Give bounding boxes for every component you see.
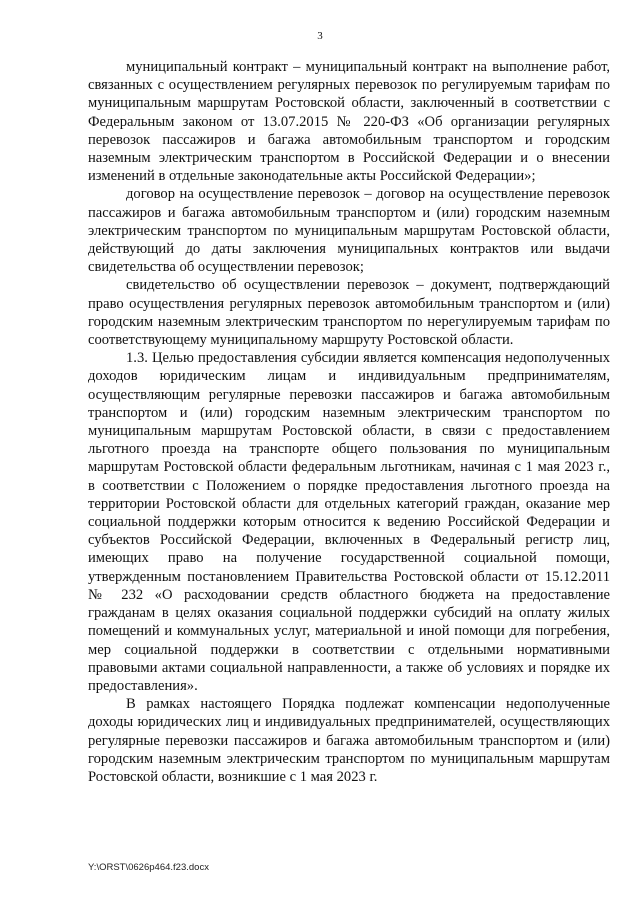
page-number: 3: [317, 30, 323, 42]
footer-file-path: Y:\ORST\0626p464.f23.docx: [88, 862, 209, 873]
paragraph-transport-certificate: свидетельство об осуществлении перевозок – документ, подтверждающий право осуществления регулярных перевозок автомобильным транспортом и (или) городским наземным электрическим транспортом по нерегулируемым тарифам по соответствующему муниципальному маршруту Ростовской области.: [88, 277, 610, 349]
paragraph-transport-agreement: договор на осуществление перевозок – договор на осуществление перевозок пассажиров и багажа автомобильным транспортом и (или) городским наземным электрическим транспортом по муниципальным маршрутам Ростовской области, действующий до даты заключения муниципальных контрактов или выдачи свидетельства об осуществлении перевозок;: [88, 186, 610, 276]
paragraph-compensation-scope: В рамках настоящего Порядка подлежат компенсации недополученные доходы юридических лиц и индивидуальных предпринимателей, осуществляющих регулярные перевозки пассажиров и багажа автомобильным транспортом и (или) городским наземным электрическим транспортом по муниципальным маршрутам Ростовской области, возникшие с 1 мая 2023 г.: [88, 696, 610, 785]
document-body: [88, 58, 610, 786]
paragraph-municipal-contract: муниципальный контракт – муниципальный контракт на выполнение работ, связанных с осуществлением регулярных перевозок по регулируемым тарифам по муниципальным маршрутам Ростовской области, заключенный в соответствии с Федеральным законом от 13.07.2015 № 220-ФЗ «Об организации регулярных перевозок пассажиров и багажа автомобильным транспортом и городским наземным электрическим транспортом в Российской Федерации и о внесении изменений в отдельные законодательные акты Российской Федерации»;: [88, 59, 610, 185]
paragraph-subsidy-purpose: 1.3. Целью предоставления субсидии является компенсация недополученных доходов юридическим лицам и индивидуальным предпринимателям, осуществляющим регулярные перевозки пассажиров и багажа автомобильным транспортом и (или) городским наземным электрическим транспортом по муниципальным маршрутам Ростовской области, в связи с предоставлением льготного проезда на транспорте общего пользования по муниципальным маршрутам Ростовской области федеральным льготникам, начиная с 1 мая 2023 г., в соответствии с Положением о порядке предоставления льготного проезда на территории Ростовской области для отдельных категорий граждан, оказание мер социальной поддержки которым относится к ведению Российской Федерации и субъектов Российской Федерации, включенных в Федеральный регистр лиц, имеющих право на получение государственной социальной помощи, утвержденным постановлением Правительства Ростовской области от 15.12.2011 № 232 «О расходовании средств областного бюджета на предоставление гражданам в целях оказания социальной поддержки субсидий на оплату жилых помещений и коммунальных услуг, материальной и иной помощи для погребения, мер социальной поддержки в соответствии с отдельными нормативными правовыми актами социальной направленности, а также об условиях и порядке их предоставления».: [88, 350, 610, 694]
